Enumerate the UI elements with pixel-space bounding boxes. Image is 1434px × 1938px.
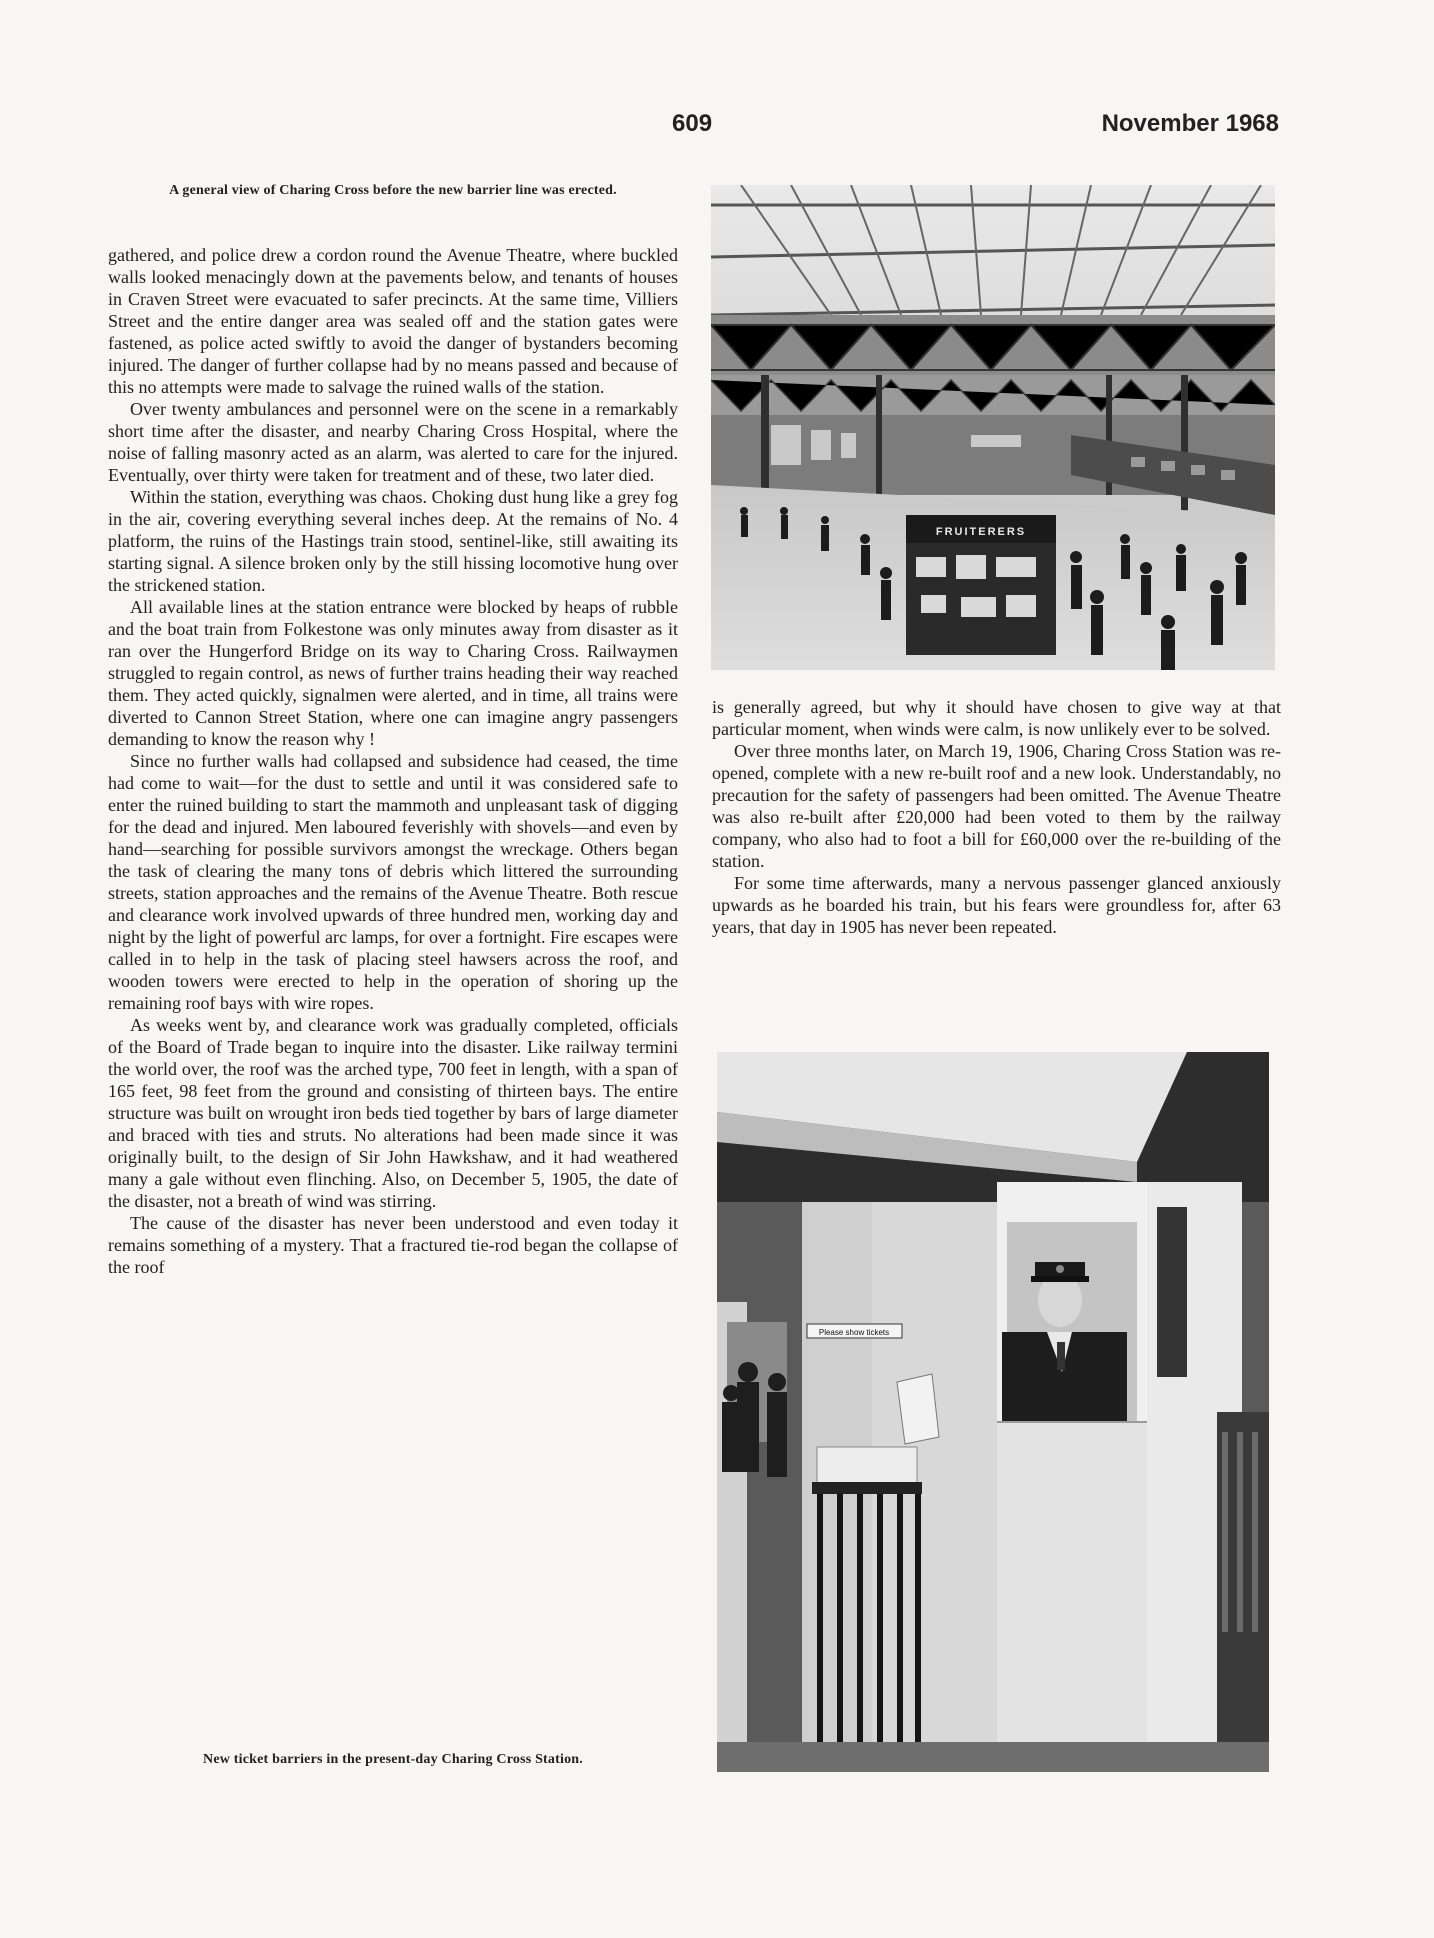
paragraph: is generally agreed, but why it should have chosen to give way at that particular moment, when winds were calm, is now unlikely ever to be solved. — [712, 697, 1281, 739]
top-photo-caption: A general view of Charing Cross before the new barrier line was erected. — [169, 183, 617, 198]
concourse-illustration — [711, 185, 1275, 670]
please-show-tickets-sign: Please show tickets — [818, 1328, 890, 1337]
kiosk-sign: FRUITERERS — [935, 526, 1027, 538]
paragraph: Within the station, everything was chaos. Choking dust hung like a grey fog in the air, covering everything several inches deep. At the remains of No. 4 platform, the ruins of the Hastings train stood, sentinel-like, still awaiting its starting signal. A silence broken only by the still hissing locomotive hung over the strickened station. — [108, 487, 678, 595]
paragraph: For some time afterwards, many a nervous passenger glanced anxiously upwards as he boarded his train, but his fears were groundless for, after 63 years, that day in 1905 has never been repeated. — [712, 873, 1281, 937]
issue-date: November 1968 — [1101, 110, 1279, 137]
paragraph: All available lines at the station entrance were blocked by heaps of rubble and the boat train from Folkestone was only minutes away from disaster as it ran over the Hungerford Bridge on its way to Charing Cross. Railwaymen struggled to regain control, as news of further trains heading their way reached them. They acted quickly, signalmen were alerted, and in time, all trains were diverted to Cannon Street Station, where one can imagine angry passengers demanding to know the reason why ! — [108, 597, 678, 749]
ticket-barrier-photo — [717, 1052, 1269, 1772]
paragraph: Since no further walls had collapsed and subsidence had ceased, the time had come to wait—for the dust to settle and until it was considered safe to enter the ruined building to start the mammoth and unpleasant task of digging for the dead and injured. Men laboured feverishly with shovels—and even by hand—searching for possible survivors amongst the wreckage. Others began the task of clearing the many tons of debris which littered the surrounding streets, station approaches and the remains of the Avenue Theatre. Both rescue and clearance work involved upwards of three hundred men, working day and night by the light of powerful arc lamps, for over a fortnight. Fire escapes were called in to help in the task of placing steel hawsers across the roof, and wooden towers were erected to help in the operation of shoring up the remaining roof bays with wire ropes. — [108, 751, 678, 1013]
paragraph: Over three months later, on March 19, 1906, Charing Cross Station was re-opened, complete with a new re-built roof and a new look. Understandably, no precaution for the safety of passengers had been omitted. The Avenue Theatre was also re-built after £20,000 had been voted to them by the railway company, who also had to foot a bill for £60,000 over the re-building of the station. — [712, 741, 1281, 871]
right-article-column — [712, 696, 1281, 938]
paragraph: The cause of the disaster has never been understood and even today it remains something of a mystery. That a fractured tie-rod began the collapse of the roof — [108, 1213, 678, 1277]
page-number: 609 — [672, 110, 713, 137]
paragraph: Over twenty ambulances and personnel were on the scene in a remarkably short time after the disaster, and nearby Charing Cross Hospital, where the noise of falling masonry acted as an alarm, was alerted to care for the injured. Eventually, over thirty were taken for treatment and of these, two later died. — [108, 399, 678, 485]
paragraph: As weeks went by, and clearance work was gradually completed, officials of the Board of Trade began to inquire into the disaster. Like railway termini the world over, the roof was the arched type, 700 feet in length, with a span of 165 feet, 98 feet from the ground and consisting of thirteen bays. The entire structure was built on wrought iron beds tied together by bars of large diameter and braced with ties and struts. No alterations had been made since it was originally built, to the design of Sir John Hawkshaw, and it had weathered many a gale without even flinching. Also, on December 5, 1905, the date of the disaster, not a breath of wind was stirring. — [108, 1015, 679, 1211]
ticket-booth-illustration — [717, 1052, 1269, 1772]
station-concourse-photo — [711, 185, 1275, 670]
left-article-column — [108, 244, 678, 1278]
paragraph: gathered, and police drew a cordon round the Avenue Theatre, where buckled walls looked menacingly down at the pavements below, and tenants of houses in Craven Street were evacuated to safer precincts. At the same time, Villiers Street and the entire danger area was sealed off and the station gates were fastened, as police acted swiftly to avoid the danger of bystanders becoming injured. The danger of further collapse had by no means passed and because of this no attempts were made to salvage the ruined walls of the station. — [108, 245, 678, 397]
bottom-photo-caption: New ticket barriers in the present-day Charing Cross Station. — [203, 1752, 583, 1767]
